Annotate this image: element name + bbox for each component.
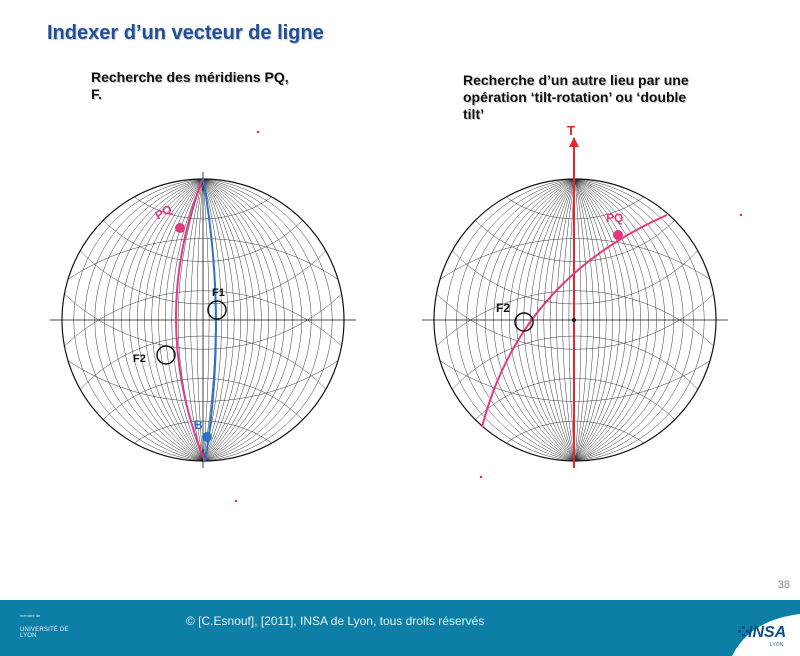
copyright-text: © [C.Esnouf], [2011], INSA de Lyon, tous droits réservés [186,614,485,628]
stray-dot [480,476,482,478]
slide-title: Indexer d’un vecteur de ligne [47,22,324,44]
t-axis-arrow [569,137,579,147]
caption-right-line-2: opération ‘tilt-rotation’ ou ‘double [463,89,687,105]
label-f1: F1 [212,287,225,299]
label-pq-left: PQ [152,201,175,223]
insa-name: INSA [748,624,787,641]
pq-pole-right [613,230,623,240]
f2-marker-left [157,346,175,364]
insa-logo [710,600,800,656]
stray-dot [235,500,237,502]
footer-bar [0,600,800,656]
stray-dot [740,214,742,216]
stray-dot [257,131,259,133]
caption-left-line-2: F. [91,86,102,102]
label-t: T [567,123,575,138]
f1-marker [208,301,226,319]
label-pq-right: PQ [606,211,624,225]
insa-sub: LYON [770,642,784,648]
label-b: B [194,418,203,432]
universite-de-lyon-logo [20,613,82,639]
b-pole [202,432,212,442]
caption-left-line-1: Recherche des méridiens PQ, [91,69,289,85]
caption-right-line-3: tilt’ [463,106,484,122]
univ-name: UNIVERSITÉ DE LYON [20,627,69,639]
page-number: 38 [777,579,790,591]
univ-member-label: membre de [20,613,41,618]
label-f2-left: F2 [133,353,146,365]
center-dot-right [572,318,576,322]
pq-pole-left [175,223,185,233]
label-f2-right: F2 [496,301,511,315]
caption-right-line-1: Recherche d’un autre lieu par une [463,72,689,88]
